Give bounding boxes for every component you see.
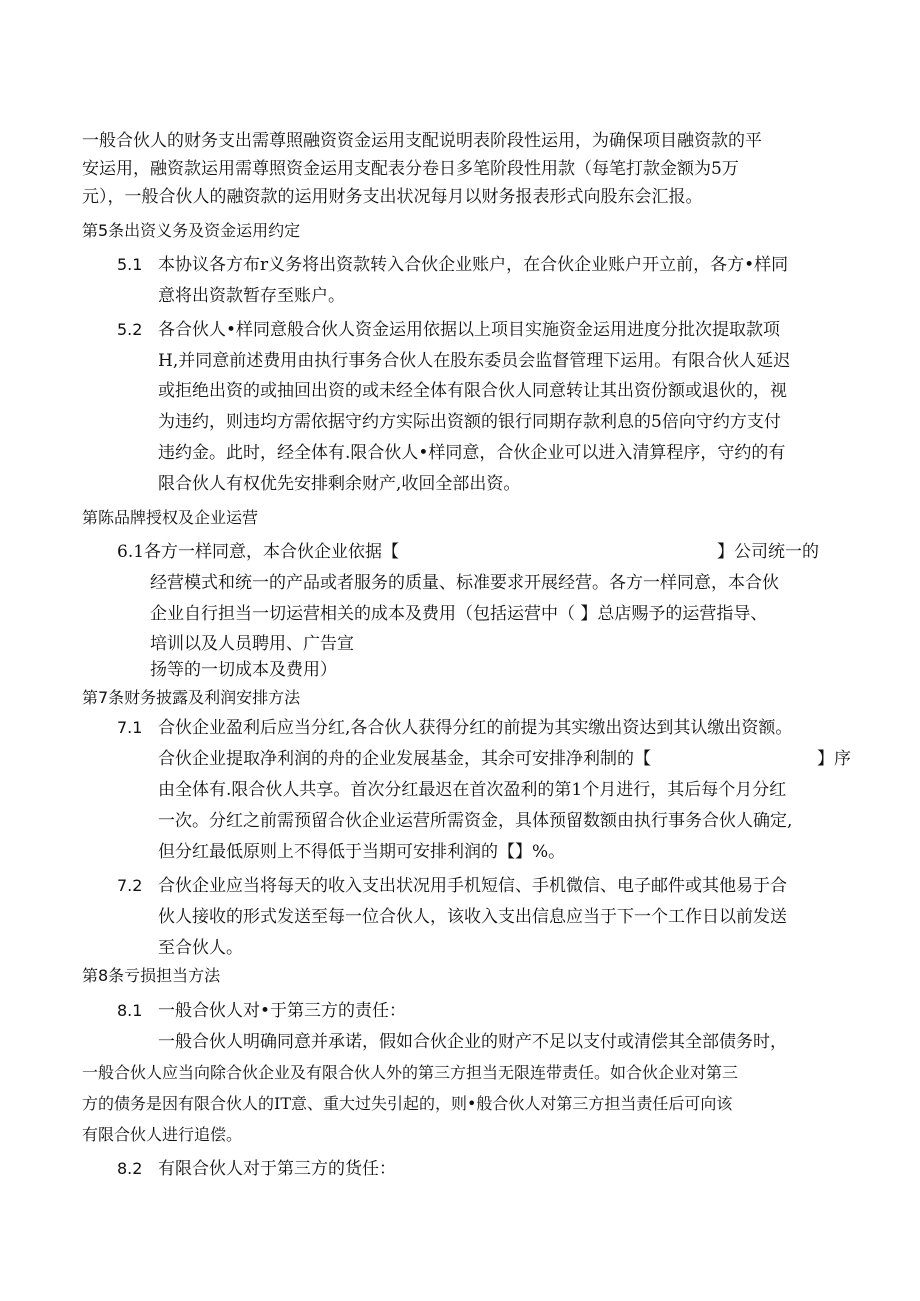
article-5-heading: 第5条出资义务及资金运用约定 [82, 221, 301, 240]
clause-7-1-number: 7.1 [117, 718, 143, 737]
clause-8-2-title: 有限合伙人对于第三方的货任： [158, 1159, 396, 1179]
clause-5-2-number: 5.2 [117, 320, 143, 339]
article-7-heading: 第7条财务披露及利润安排方法 [82, 688, 301, 707]
clause-8-1-line-4: 有限合伙人进行追偿。 [82, 1125, 243, 1144]
clause-5-2-line-1: 各合伙人•样同意般合伙人资金运用依据以上项目实施资金运用进度分批次提取款项 [158, 320, 781, 340]
clause-8-1-title: 一般合伙人对•于第三方的责任： [158, 1001, 407, 1021]
clause-6-1-line-1b: 】公司统一的 [717, 542, 819, 562]
article-6-heading: 第陈品牌授权及企业运营 [82, 508, 259, 527]
clause-5-2-line-6: 限合伙人有权优先安排剩余财产,收回全部出资。 [158, 474, 521, 494]
clause-7-1-line-3: 由全体有.限合伙人共享。首次分红最迟在首次盈利的第1个月进行，其后每个月分红 [158, 780, 787, 800]
clause-8-1-number: 8.1 [117, 1001, 143, 1020]
clause-7-1-line-2b: 】序 [817, 749, 851, 769]
clause-7-2-line-1: 合伙企业应当将每天的收入支出状况用手机短信、手机微信、电子邮件或其他易于合 [158, 876, 787, 896]
clause-5-1-number: 5.1 [117, 255, 143, 274]
clause-8-1-line-3: 方的债务是因有限合伙人的IT意、重大过失引起的，则•般合伙人对第三方担当责任后可向该 [82, 1094, 733, 1113]
clause-5-2-line-5: 违约金。此时，经全体有.限合伙人•样同意，合伙企业可以进入清算程序，守约的有 [158, 443, 786, 463]
intro-line-2: 安运用，融资款运用需尊照资金运用支配表分卷日多笔阶段性用款（每笔打款金额为5万 [82, 159, 739, 179]
intro-line-1: 一般合伙人的财务支出需尊照融资资金运用支配说明表阶段性运用，为确保项目融资款的平 [82, 131, 762, 151]
clause-6-1-line-1a: 6.1各方一样同意，本合伙企业依据【 [117, 542, 400, 562]
clause-5-1-line-1: 本协议各方布r义务将出资款转入合伙企业账户，在合伙企业账户开立前，各方•样同 [158, 255, 789, 275]
clause-7-1-line-1: 合伙企业盈利后应当分红,各合伙人获得分红的前提为其实缴出资达到其认缴出资额。 [158, 718, 793, 738]
article-8-heading: 第8条亏损担当方法 [82, 966, 221, 985]
clause-7-1-line-4: 一次。分红之前需预留合伙企业运营所需资金，具体预留数额由执行事务合伙人确定, [158, 811, 793, 831]
clause-7-2-line-2: 伙人接收的形式发送至每一位合伙人，该收入支出信息应当于下一个工作日以前发送 [158, 907, 787, 927]
clause-8-2-number: 8.2 [117, 1159, 143, 1178]
clause-8-1-line-2: 一般合伙人应当向除合伙企业及有限合伙人外的第三方担当无限连带责任。如合伙企业对第三 [82, 1063, 739, 1082]
clause-7-2-line-3: 至合伙人。 [158, 938, 243, 958]
intro-line-3: 元），一般合伙人的融资款的运用财务支出状况每月以财务报表形式向股东会汇报。 [82, 187, 703, 207]
clause-6-1-line-4: 培训以及人员聘用、广告宣 [150, 634, 354, 654]
clause-8-1-line-1: 一般合伙人明确同意并承诺，假如合伙企业的财产不足以支付或清偿其全部债务时， [158, 1032, 787, 1052]
clause-5-2-line-3: 或拒绝出资的或抽回出资的或未经全体有限合伙人同意转让其出资份额或退伙的，视 [158, 381, 787, 401]
clause-6-1-line-5: 扬等的一切成本及费用） [150, 660, 337, 680]
clause-7-2-number: 7.2 [117, 876, 143, 895]
clause-5-2-line-4: 为违约，则违均方需依据守约方实际出资额的银行同期存款利息的5倍向守约方支付 [158, 412, 781, 432]
clause-5-1-line-2: 意将出资款暂存至账户。 [158, 286, 345, 306]
clause-6-1-line-3: 企业自行担当一切运营相关的成本及费用（包括运营中（ 】总店赐予的运营指导、 [150, 604, 768, 624]
clause-6-1-line-2: 经营模式和统一的产品或者服务的质量、标准要求开展经营。各方一样同意，本合伙 [150, 573, 779, 593]
clause-5-2-line-2: H,并同意前述费用由执行事务合伙人在股东委员会监督管理下运用。有限合伙人延迟 [158, 351, 791, 371]
clause-7-1-line-2a: 合伙企业提取净利润的舟的企业发展基金，其余可安排净利制的【 [158, 749, 651, 769]
clause-7-1-line-5: 但分红最低原则上不得低于当期可安排利润的【】%。 [158, 842, 566, 862]
